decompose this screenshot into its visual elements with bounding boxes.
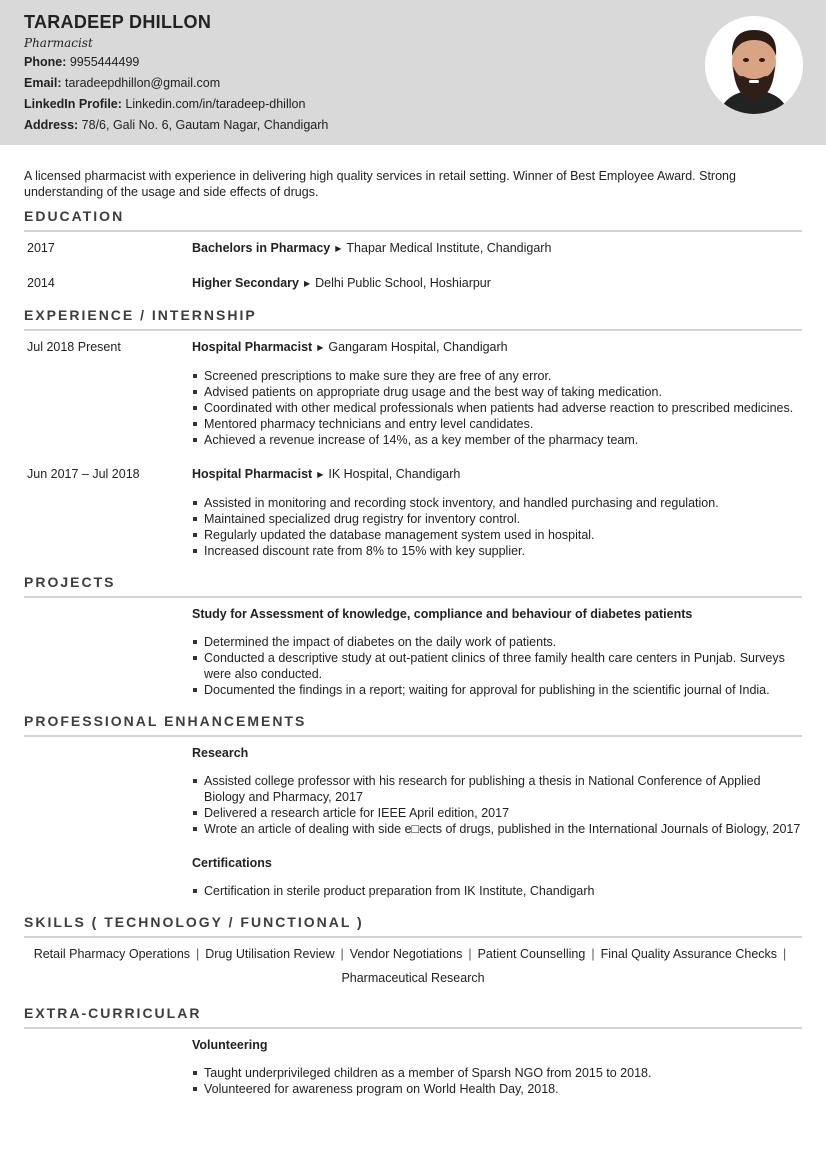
entry-title — [192, 745, 802, 761]
separator: | — [340, 947, 344, 961]
entry-body — [192, 606, 802, 698]
education-section — [24, 206, 802, 292]
entry-title-text: Bachelors in Pharmacy — [192, 241, 331, 255]
bullet-list — [192, 773, 802, 837]
extracurricular-section-heading: EXTRA-CURRICULAR — [24, 1003, 802, 1029]
projects-section — [24, 572, 802, 698]
contact-label: Address: — [24, 118, 79, 132]
entry-date: 2014 — [27, 276, 55, 290]
entry-body — [192, 275, 802, 292]
entry-date: 2017 — [27, 241, 55, 255]
entry-title — [192, 339, 802, 356]
entry-title — [192, 275, 802, 292]
entry-title — [192, 606, 802, 622]
entries — [24, 240, 802, 292]
entry-body — [192, 745, 802, 837]
contact-value: 78/6, Gali No. 6, Gautam Nagar, Chandigarh — [81, 118, 329, 132]
contact-line — [24, 96, 305, 112]
arrow-icon: ▶ — [317, 343, 324, 352]
skills-section — [24, 912, 802, 990]
separator: | — [196, 947, 200, 961]
entry-title-text: Hospital Pharmacist — [192, 467, 313, 481]
contact-line — [24, 54, 139, 70]
entry-organization: IK Hospital, Chandigarh — [328, 467, 461, 481]
entry-date — [24, 1037, 192, 1097]
extracurricular-section — [24, 1003, 802, 1097]
bullet-item: Assisted college professor with his research for publishing a thesis in National Conference of Applied Biology and Pharmacy, 2017 — [192, 773, 802, 805]
entries — [24, 745, 802, 899]
education-section-heading: EDUCATION — [24, 206, 802, 232]
entry-title-text: Research — [192, 746, 249, 760]
entry-title — [192, 1037, 802, 1053]
contact-label: Phone: — [24, 55, 67, 69]
enhancements-section — [24, 711, 802, 899]
bullet-list — [192, 1065, 802, 1097]
entry-title — [192, 855, 802, 871]
experience-section-heading: EXPERIENCE / INTERNSHIP — [24, 305, 802, 331]
entry-title-text: Hospital Pharmacist — [192, 340, 313, 354]
bullet-item: Wrote an article of dealing with side e□ects of drugs, published in the International Journals of Biology, 2017 — [192, 821, 802, 837]
entry — [24, 466, 802, 559]
entry-title-text: Volunteering — [192, 1038, 268, 1052]
bullet-item: Achieved a revenue increase of 14%, as a key member of the pharmacy team. — [192, 432, 802, 448]
skill-item: Vendor Negotiations — [349, 947, 463, 961]
entry-organization: Delhi Public School, Hoshiarpur — [315, 276, 491, 290]
bullet-list — [192, 495, 802, 559]
entry-date: Jun 2017 – Jul 2018 — [27, 467, 140, 481]
projects-section-heading: PROJECTS — [24, 572, 802, 598]
bullet-item: Increased discount rate from 8% to 15% with key supplier. — [192, 543, 802, 559]
bullet-item: Documented the findings in a report; waiting for approval for publishing in the scientific journal of India. — [192, 682, 802, 698]
arrow-icon: ▶ — [317, 470, 324, 479]
separator: | — [591, 947, 595, 961]
entry-body — [192, 339, 802, 448]
resume-body — [24, 168, 802, 1097]
bullet-item: Screened prescriptions to make sure they are free of any error. — [192, 368, 802, 384]
contact-label: Email: — [24, 76, 62, 90]
skill-item: Patient Counselling — [477, 947, 586, 961]
profile-photo — [705, 16, 803, 114]
entries — [24, 1037, 802, 1097]
entry-date: Jul 2018 Present — [27, 340, 121, 354]
bullet-item: Volunteered for awareness program on World Health Day, 2018. — [192, 1081, 802, 1097]
bullet-item: Taught underprivileged children as a member of Sparsh NGO from 2015 to 2018. — [192, 1065, 802, 1081]
bullet-list — [192, 634, 802, 698]
entry — [24, 339, 802, 448]
contact-value: 9955444499 — [69, 55, 140, 69]
entry-organization: Gangaram Hospital, Chandigarh — [328, 340, 508, 354]
arrow-icon: ▶ — [335, 244, 342, 253]
separator: | — [783, 947, 787, 961]
resume-header — [0, 0, 826, 145]
entry — [24, 745, 802, 837]
bullet-item: Advised patients on appropriate drug usage and the best way of taking medication. — [192, 384, 802, 400]
entry-body — [192, 466, 802, 559]
bullet-item: Conducted a descriptive study at out-patient clinics of three family health care centers in Punjab. Surveys were also conducted. — [192, 650, 802, 682]
entry-title-text: Study for Assessment of knowledge, compliance and behaviour of diabetes patients — [192, 607, 693, 621]
entry — [24, 240, 802, 257]
entry — [24, 275, 802, 292]
bullet-item: Maintained specialized drug registry for inventory control. — [192, 511, 802, 527]
bullet-item: Delivered a research article for IEEE April edition, 2017 — [192, 805, 802, 821]
entries — [24, 339, 802, 559]
entry — [24, 1037, 802, 1097]
entry — [24, 606, 802, 698]
contact-value: Linkedin.com/in/taradeep-dhillon — [125, 97, 306, 111]
skill-item: Drug Utilisation Review — [205, 947, 335, 961]
separator: | — [468, 947, 472, 961]
entry — [24, 855, 802, 899]
entry-body — [192, 1037, 802, 1097]
entry-title-text: Higher Secondary — [192, 276, 299, 290]
contact-line — [24, 75, 220, 91]
skills-section-heading: SKILLS ( TECHNOLOGY / FUNCTIONAL ) — [24, 912, 802, 938]
entry-title — [192, 466, 802, 483]
skills-list — [24, 942, 802, 990]
entry-date — [24, 745, 192, 837]
entry-body — [192, 240, 802, 257]
entry-organization: Thapar Medical Institute, Chandigarh — [346, 241, 552, 255]
bullet-list — [192, 883, 802, 899]
skill-item: Retail Pharmacy Operations — [33, 947, 191, 961]
arrow-icon: ▶ — [303, 279, 311, 288]
entry-body — [192, 855, 802, 899]
enhancements-section-heading: PROFESSIONAL ENHANCEMENTS — [24, 711, 802, 737]
summary: A licensed pharmacist with experience in delivering high quality services in retail setting. Winner of Best Employee Award. Strong understanding of the usage and side effects of drugs. — [24, 169, 736, 199]
skill-item: Final Quality Assurance Checks — [600, 947, 778, 961]
bullet-item: Coordinated with other medical professionals when patients had adverse reaction to prescribed medicines. — [192, 400, 802, 416]
bullet-item: Regularly updated the database management system used in hospital. — [192, 527, 802, 543]
bullet-item: Certification in sterile product preparation from IK Institute, Chandigarh — [192, 883, 802, 899]
entry-title — [192, 240, 802, 257]
candidate-name: TARADEEP DHILLON — [24, 12, 212, 32]
entry-date — [24, 606, 192, 698]
bullet-list — [192, 368, 802, 448]
bullet-item: Determined the impact of diabetes on the daily work of patients. — [192, 634, 802, 650]
contact-line — [24, 117, 328, 133]
experience-section — [24, 305, 802, 559]
entry-date — [24, 855, 192, 899]
skill-item: Pharmaceutical Research — [341, 971, 485, 985]
contact-value: taradeepdhillon@gmail.com — [65, 76, 221, 90]
entries — [24, 606, 802, 698]
contact-label: LinkedIn Profile: — [24, 97, 122, 111]
candidate-role: Pharmacist — [24, 36, 93, 50]
bullet-item: Mentored pharmacy technicians and entry level candidates. — [192, 416, 802, 432]
bullet-item: Assisted in monitoring and recording stock inventory, and handled purchasing and regulation. — [192, 495, 802, 511]
entry-title-text: Certifications — [192, 856, 272, 870]
